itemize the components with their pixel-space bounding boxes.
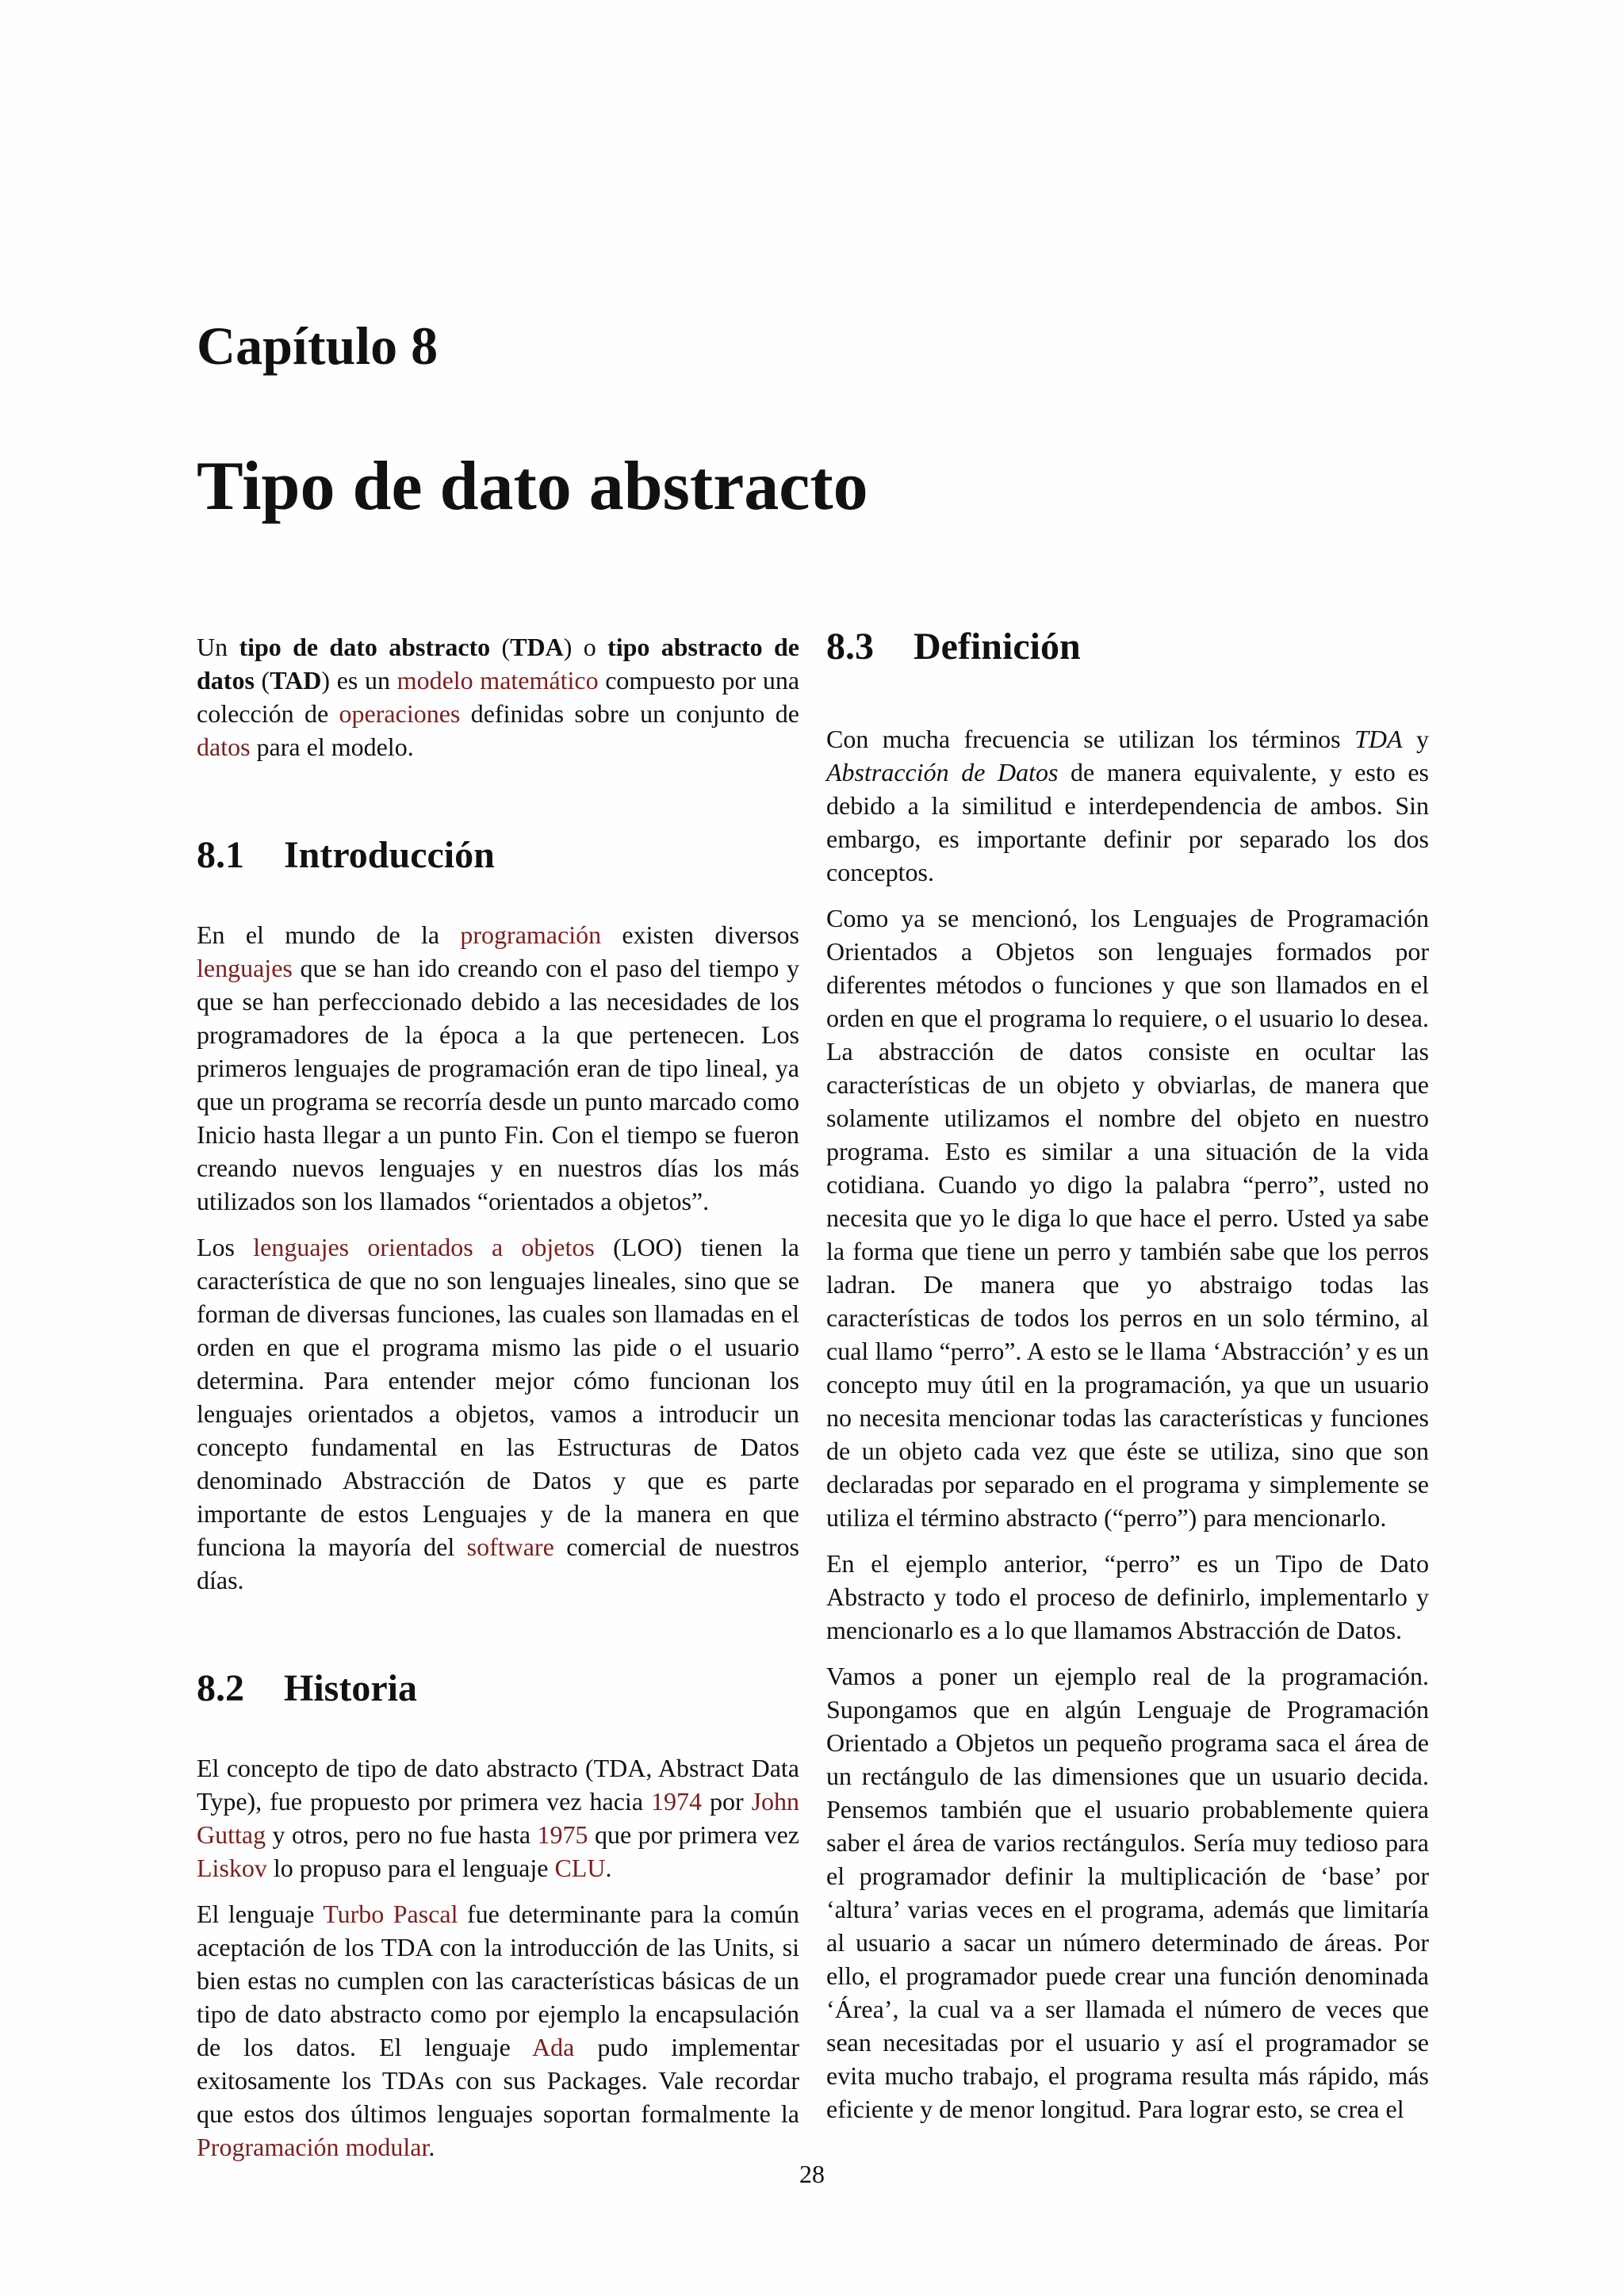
text: y xyxy=(1402,724,1430,753)
section-number: 8.3 xyxy=(826,626,874,668)
link-datos[interactable]: datos xyxy=(197,733,251,761)
text: por xyxy=(701,1786,752,1816)
chapter-label: Capítulo 8 xyxy=(197,316,439,376)
text: lo propuso para el lenguaje xyxy=(266,1853,555,1882)
text: para el modelo. xyxy=(250,733,414,761)
paragraph: Como ya se mencionó, los Lenguajes de Programación Orientados a Objetos son lenguajes formados por diferentes métodos o funciones y que son llamados en el orden en que el programa lo requiere, o el usuario lo desea. La abstracción de datos consiste en ocultar las características de un objeto y obviarlas, de manera que solamente utilizamos el nombre del objeto en nuestro programa. Esto es similar a una situación de la vida cotidiana. Cuando yo digo la palabra “perro”, usted no necesita que yo le diga lo que hace el perro. Usted ya sabe la forma que tiene un perro y también sabe que los perros ladran. De manera que yo abstraigo todas las características de todos los perros en un solo término, al cual llamo “perro”. A esto se le llama ‘Abstracción’ y es un concepto muy útil en la programación, ya que un usuario no necesita mencionar todas las características y funciones de un objeto cada vez que éste se utiliza, sino que son declaradas por separado en el programa y simplemente se utiliza el término abstracto (“perro”) para mencionarlo. xyxy=(826,903,1429,1532)
paragraph xyxy=(197,1751,799,1885)
link-liskov[interactable]: Liskov xyxy=(197,1853,267,1882)
link-programacion[interactable]: programación xyxy=(460,920,602,949)
text: . xyxy=(605,1853,612,1882)
text: Con mucha frecuencia se utilizan los términos xyxy=(826,724,1355,753)
text: que se han ido creando con el paso del tiempo y que se han perfeccionado debido a las necesidades de los programadores de la época a la que pertenecen. Los primeros lenguajes de programación eran de tipo lineal, ya que un programa se recorría desde un punto marcado como Inicio hasta llegar a un punto Fin. Con el tiempo se fueron creando nuevos lenguajes y en nuestros días los más utilizados son los llamados “orientados a objetos”. xyxy=(197,953,799,1215)
section-title: Definición xyxy=(914,626,1081,668)
bold-term: tipo abstracto de datos xyxy=(197,633,800,695)
link-lenguajes-orientados-a-objetos[interactable]: lenguajes orientados a objetos xyxy=(253,1232,595,1261)
text: ( xyxy=(254,666,270,695)
paragraph: Vamos a poner un ejemplo real de la programación. Supongamos que en algún Lenguaje de Programación Orientado a Objetos un pequeño programa saca el área de un rectángulo de las dimensiones que un usuario decida. Pensemos también que el usuario probablemente quiera saber el área de varios rectángulos. Sería muy tedioso para el programador definir la multiplicación de ‘base’ por ‘altura’ varias veces en el programa, además que limitaría al usuario a sacar un número determinado de áreas. Por ello, el programador puede crear una función denominada ‘Área’, la cual va a ser llamada el número de veces que sean necesitadas por el usuario y así el programador se evita mucho trabajo, el programa resulta más rápido, más eficiente y de menor longitud. Para lograr esto, se crea el xyxy=(826,1661,1429,2123)
paragraph xyxy=(197,1897,799,2164)
page-number: 28 xyxy=(799,2160,825,2188)
link-1975[interactable]: 1975 xyxy=(537,1820,588,1849)
italic-term: TDA xyxy=(1354,724,1403,753)
text: existen diversos xyxy=(601,920,800,949)
left-column xyxy=(197,630,799,2176)
section-heading-historia xyxy=(197,1668,799,1710)
section-title: Introducción xyxy=(284,834,495,876)
section-heading-definicion xyxy=(826,626,1429,668)
text: Un xyxy=(197,633,239,661)
text: (LOO) tienen la característica de que no son lenguajes lineales, sino que se forman de diversas funciones, las cuales son llamadas en el orden en que el programa mismo las pide o el usuario determina. Para entender mejor cómo funcionan los lenguajes orientados a objetos, vamos a introducir un concepto fundamental en las Estructuras de Datos denominado Abstracción de Datos y que es parte importante de estos Lenguajes y de la manera en que funciona la mayoría del xyxy=(197,1232,799,1561)
text: Los xyxy=(197,1232,254,1261)
text: El concepto de tipo de dato abstracto (TDA, Abstract Data Type), fue propuesto por primera vez hacia xyxy=(197,1753,799,1816)
link-turbo-pascal[interactable]: Turbo Pascal xyxy=(323,1899,458,1928)
section-number: 8.2 xyxy=(197,1667,244,1709)
text: y otros, pero no fue hasta xyxy=(266,1820,538,1849)
paragraph: En el ejemplo anterior, “perro” es un Tipo de Dato Abstracto y todo el proceso de definirlo, implementarlo y mencionarlo es a lo que llamamos Abstracción de Datos. xyxy=(826,1548,1429,1644)
italic-term: Abstracción de Datos xyxy=(826,757,1059,786)
link-ada[interactable]: Ada xyxy=(532,2032,575,2061)
bold-term: TAD xyxy=(270,666,322,695)
section-number: 8.1 xyxy=(197,834,244,876)
text: definidas sobre un conjunto de xyxy=(460,699,800,728)
link-modelo-matematico[interactable]: modelo matemático xyxy=(396,666,599,695)
text: compuesto por una colección de xyxy=(197,666,800,728)
link-john-guttag[interactable]: John Guttag xyxy=(197,1786,800,1849)
text: En el mundo de la xyxy=(197,920,461,949)
text: de manera equivalente, y esto es debido a la similitud e interdependencia de ambos. Sin embargo, es importante definir por separado los dos conceptos. xyxy=(826,757,1430,886)
text: que por primera vez xyxy=(588,1820,800,1849)
bold-term: tipo de dato abstracto xyxy=(239,633,491,661)
text: ) o xyxy=(563,633,608,661)
text: fue determinante para la común aceptación de los TDA con la introducción de las Units, si bien estas no cumplen con las características básicas de un tipo de dato abstracto como por ejemplo la encapsulación de los datos. El lenguaje xyxy=(197,1899,800,2061)
link-clu[interactable]: CLU xyxy=(554,1853,606,1882)
section-heading-introduccion xyxy=(197,835,799,877)
text: pudo implementar exitosamente los TDAs con sus Packages. Vale recordar que estos dos últimos lenguajes soportan formalmente la xyxy=(197,2032,800,2128)
text: comercial de nuestros días. xyxy=(197,1532,799,1594)
paragraph xyxy=(197,1230,799,1597)
link-1974[interactable]: 1974 xyxy=(650,1786,702,1816)
right-column xyxy=(826,626,1429,2138)
link-programacion-modular[interactable]: Programación modular xyxy=(197,2132,429,2161)
section-title: Historia xyxy=(284,1667,417,1709)
intro-paragraph xyxy=(197,630,799,763)
text: . xyxy=(428,2132,435,2161)
paragraph xyxy=(826,722,1429,889)
chapter-title: Tipo de dato abstracto xyxy=(197,448,868,525)
text: El lenguaje xyxy=(197,1899,324,1928)
bold-term: TDA xyxy=(510,633,564,661)
link-operaciones[interactable]: operaciones xyxy=(339,699,461,728)
text: ( xyxy=(490,633,511,661)
text: ) es un xyxy=(321,666,397,695)
link-software[interactable]: software xyxy=(466,1532,554,1561)
paragraph xyxy=(197,918,799,1218)
link-lenguajes[interactable]: lenguajes xyxy=(197,953,293,982)
